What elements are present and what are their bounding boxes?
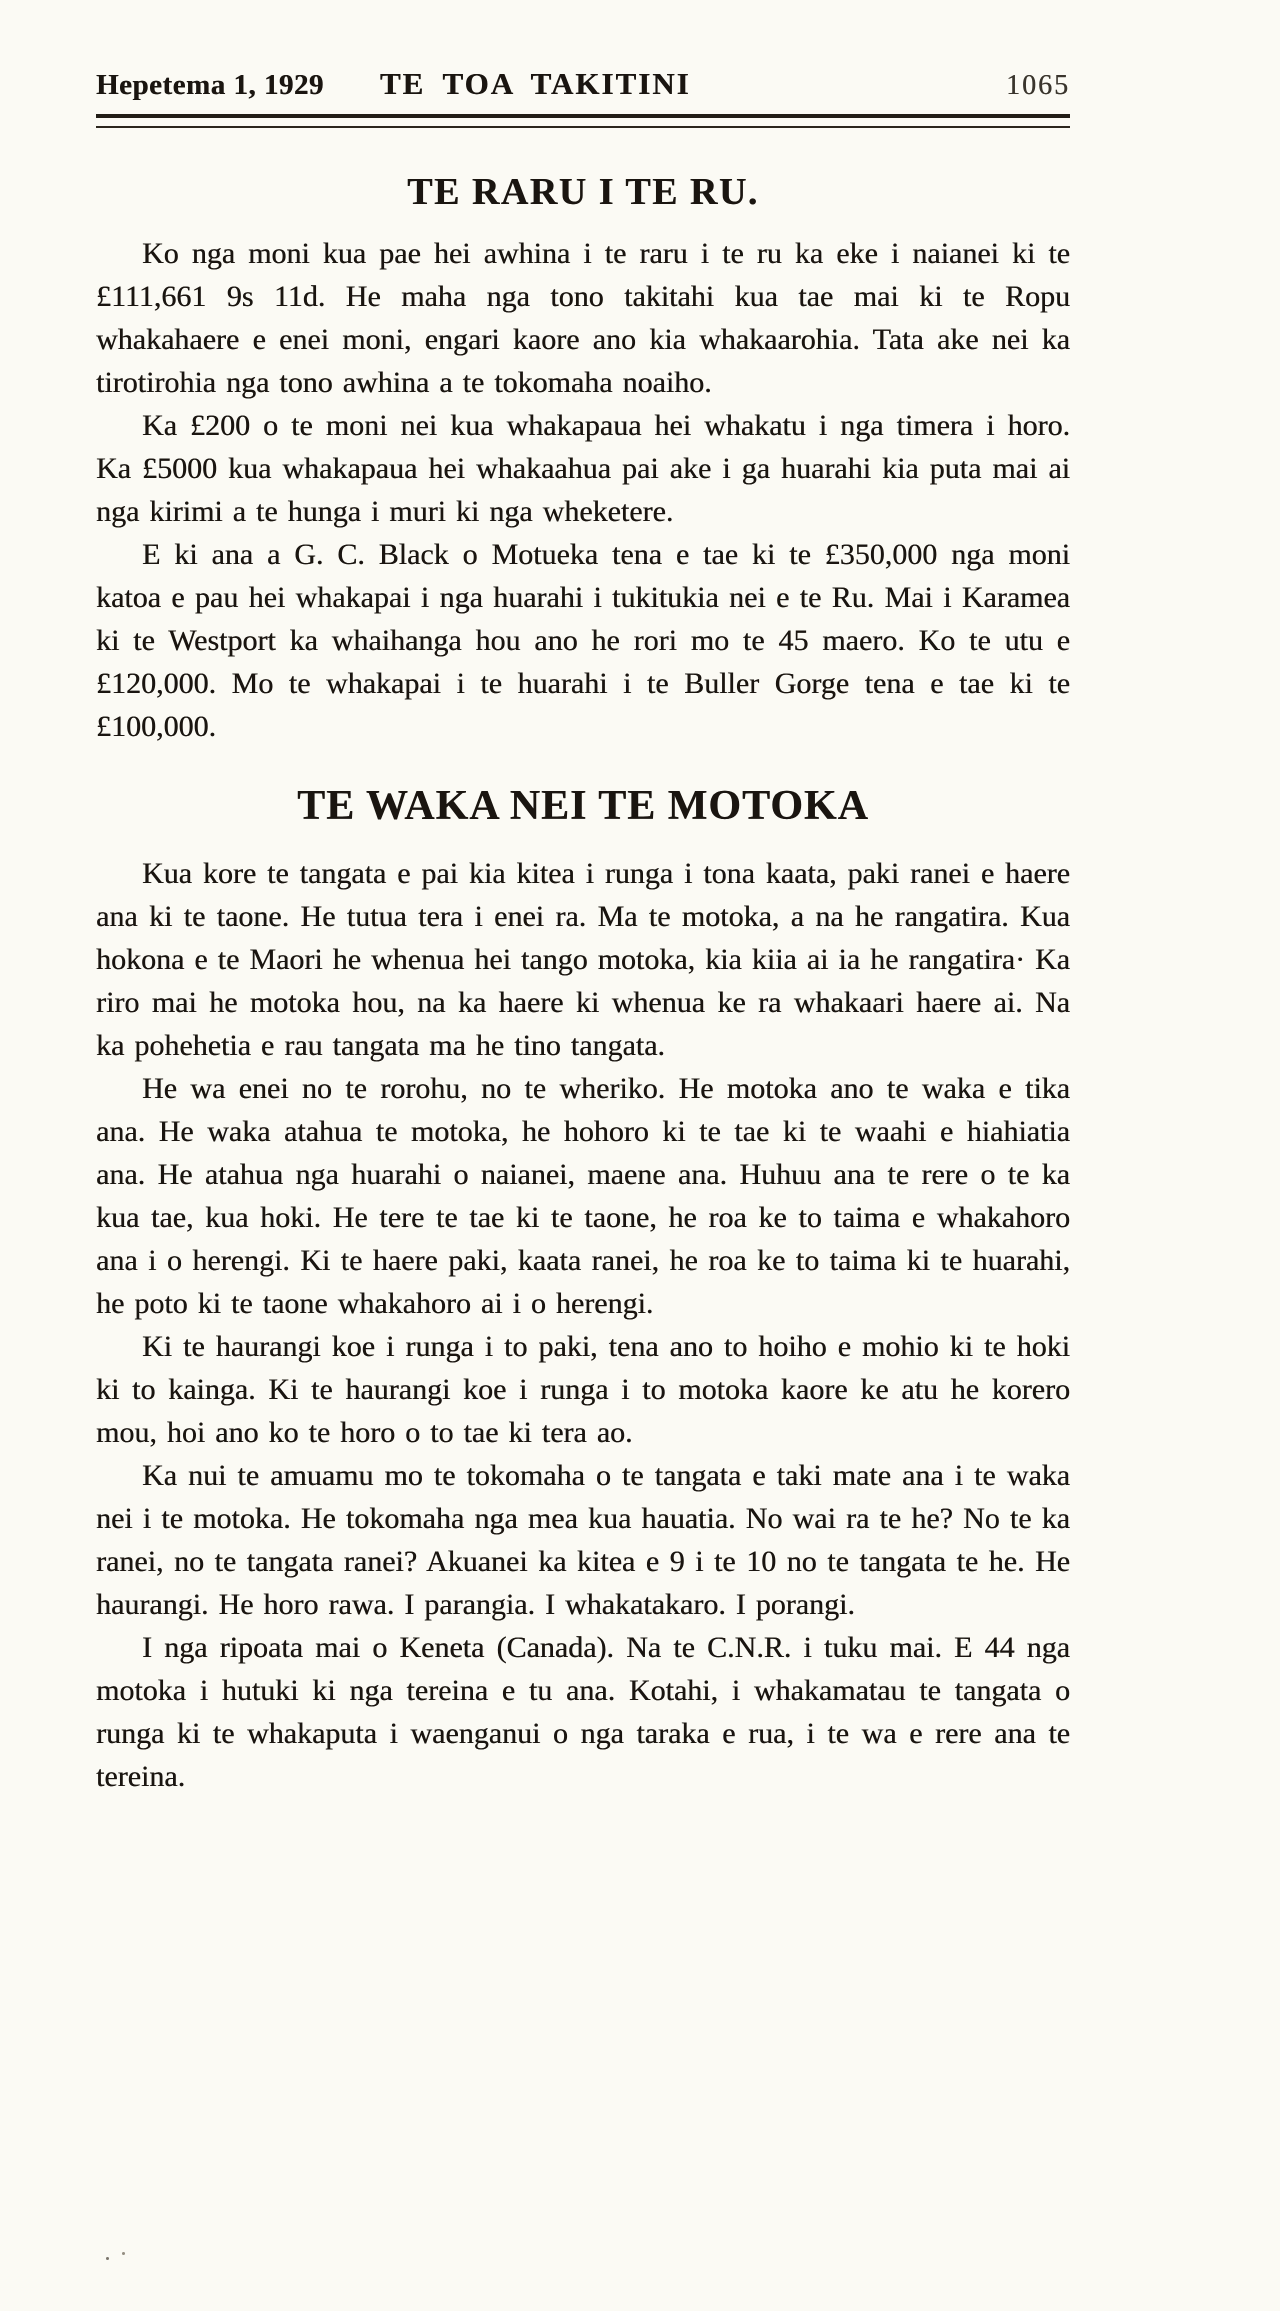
issue-date: Hepetema 1, 1929 (96, 69, 324, 101)
article-title: TE WAKA NEI TE MOTOKA (297, 783, 869, 829)
page-number: 1065 (1006, 70, 1070, 101)
scan-speck-marks (106, 2257, 109, 2260)
article-title: TE RARU I TE RU. (407, 171, 759, 213)
paragraph: E ki ana a G. C. Black o Motueka tena e tae ki te £350,000 nga moni katoa e pau hei whakapai i nga huarahi i tukitukia nei e te Ru. Mai i Karamea ki te Westport ka whaihanga hou ano he rori mo te 45 maero. Ko te utu e £120,000. Mo te whakapai i te huarahi i te Buller Gorge tena e tae ki te £100,000. (96, 538, 1070, 743)
paragraph: Ka nui te amuamu mo te tokomaha o te tangata e taki mate ana i te waka nei i te motoka. He tokomaha nga mea kua hauatia. No wai ra te he? No te ka ranei, no te tangata ranei? Akuanei ka kitea e 9 i te 10 no te tangata te he. He haurangi. He horo rawa. I parangia. I whakatakaro. I porangi. (96, 1459, 1070, 1621)
article-te-raru-i-te-ru (96, 170, 1070, 748)
paragraph: Kua kore te tangata e pai kia kitea i runga i tona kaata, paki ranei e haere ana ki te taone. He tutua tera i enei ra. Ma te motoka, a na he rangatira. Kua hokona e te Maori he whenua hei tango motoka, kia kiia ai ia he rangatira· Ka riro mai he motoka hou, na ka haere ki whenua ke ra whakaari haere ai. Na ka pohehetia e rau tangata ma he tino tangata. (96, 857, 1070, 1062)
masthead-divider-rule (96, 114, 1070, 128)
article-te-waka-nei-te-motoka (96, 782, 1070, 1798)
paragraph: Ka £200 o te moni nei kua whakapaua hei whakatu i nga timera i horo. Ka £5000 kua whakapaua hei whakaahua pai ake i ga huarahi kia puta mai ai nga kirimi a te hunga i muri ki nga wheketere. (96, 409, 1070, 528)
paragraph: Ko nga moni kua pae hei awhina i te raru i te ru ka eke i naianei ki te £111,661 9s 11d. He maha nga tono takitahi kua tae mai ki te Ropu whakahaere e enei moni, engari kaore ano kia whakaarohia. Tata ake nei ka tirotirohia nga tono awhina a te tokomaha noaiho. (96, 237, 1070, 399)
masthead (96, 66, 1070, 102)
page-content (96, 66, 1070, 1798)
paragraph: He wa enei no te rorohu, no te wheriko. He motoka ano te waka e tika ana. He waka atahua te motoka, he hohoro ki te tae ki te waahi e hiahiatia ana. He atahua nga huarahi o naianei, maene ana. Huhuu ana te rere o te ka kua tae, kua hoki. He tere te tae ki te taone, he roa ke to taima e whakahoro ana i o herengi. Ki te haere paki, kaata ranei, he roa ke to taima ki te huarahi, he poto ki te taone whakahoro ai i o herengi. (96, 1072, 1070, 1320)
paragraph: Ki te haurangi koe i runga i to paki, tena ano to hoiho e mohio ki te hoki ki to kainga. Ki te haurangi koe i runga i to motoka kaore ke atu he korero mou, hoi ano ko te horo o to tae ki tera ao. (96, 1330, 1070, 1449)
journal-title: TE TOA TAKITINI (379, 66, 691, 101)
paragraph: I nga ripoata mai o Keneta (Canada). Na te C.N.R. i tuku mai. E 44 nga motoka i hutuki ki nga tereina e tu ana. Kotahi, i whakamatau te tangata o runga ki te whakaputa i waenganui o nga taraka e rua, i te wa e rere ana te tereina. (96, 1631, 1070, 1793)
